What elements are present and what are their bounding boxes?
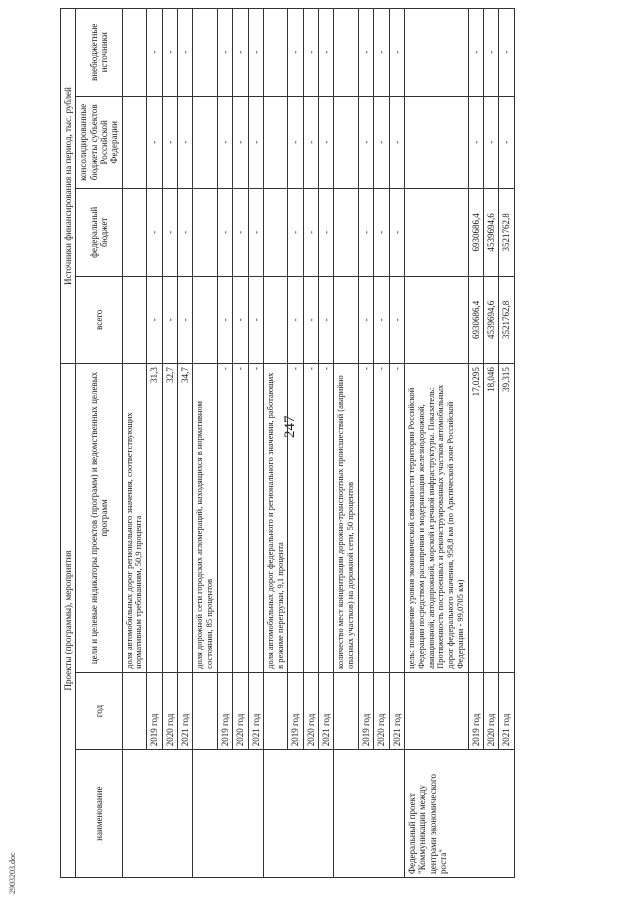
table-row bbox=[248, 9, 263, 878]
regional-cell: - bbox=[499, 96, 514, 189]
extra-cell: - bbox=[147, 9, 162, 97]
empty-cell bbox=[334, 9, 359, 97]
table-row bbox=[177, 9, 192, 878]
table-row bbox=[389, 9, 404, 878]
extra-cell: - bbox=[468, 9, 483, 97]
project-name-cell bbox=[122, 750, 193, 878]
year-cell: 2020 год bbox=[162, 672, 177, 749]
empty-cell bbox=[263, 276, 288, 364]
federal-cell: 6930686,4 bbox=[468, 189, 483, 277]
year-cell bbox=[122, 672, 147, 749]
empty-cell bbox=[122, 9, 147, 97]
federal-cell: - bbox=[217, 189, 232, 277]
table-row bbox=[499, 9, 514, 878]
goal-cell: доля автомобильных дорог регионального значения, соответствующих нормативным требованиям, 50,9 процента bbox=[122, 364, 147, 673]
federal-cell: - bbox=[389, 189, 404, 277]
empty-cell bbox=[334, 96, 359, 189]
footer-filename: 2903203.doc bbox=[8, 852, 17, 894]
extra-cell: - bbox=[233, 9, 248, 97]
federal-cell: - bbox=[358, 189, 373, 277]
extra-cell: - bbox=[162, 9, 177, 97]
year-cell: 2019 год bbox=[358, 672, 373, 749]
extra-cell: - bbox=[499, 9, 514, 97]
total-cell: 3521762,8 bbox=[499, 276, 514, 364]
empty-cell bbox=[404, 96, 468, 189]
year-cell bbox=[404, 672, 468, 749]
extra-cell: - bbox=[319, 9, 334, 97]
project-name-cell bbox=[334, 750, 405, 878]
regional-cell: - bbox=[248, 96, 263, 189]
extra-cell: - bbox=[177, 9, 192, 97]
federal-cell: - bbox=[248, 189, 263, 277]
federal-cell: - bbox=[177, 189, 192, 277]
empty-cell bbox=[334, 189, 359, 277]
table-body bbox=[122, 9, 514, 878]
extra-cell: - bbox=[483, 9, 498, 97]
table-row bbox=[193, 9, 218, 878]
indicator-value-cell: 32,7 bbox=[162, 364, 177, 673]
total-cell: - bbox=[162, 276, 177, 364]
total-cell: - bbox=[319, 276, 334, 364]
table-row bbox=[483, 9, 498, 878]
extra-cell: - bbox=[389, 9, 404, 97]
empty-cell bbox=[404, 276, 468, 364]
empty-cell bbox=[193, 189, 218, 277]
header-extra: внебюджетные источники bbox=[76, 9, 122, 97]
indicator-value-cell: - bbox=[217, 364, 232, 673]
landscape-table-area bbox=[60, 8, 635, 878]
year-cell: 2021 год bbox=[319, 672, 334, 749]
table-row bbox=[374, 9, 389, 878]
empty-cell bbox=[263, 9, 288, 97]
year-cell: 2020 год bbox=[374, 672, 389, 749]
table-row bbox=[147, 9, 162, 878]
regional-cell: - bbox=[374, 96, 389, 189]
year-cell: 2021 год bbox=[177, 672, 192, 749]
regional-cell: - bbox=[319, 96, 334, 189]
indicator-value-cell: - bbox=[288, 364, 303, 673]
indicator-value-cell: - bbox=[374, 364, 389, 673]
total-cell: - bbox=[233, 276, 248, 364]
indicator-value-cell: 39,315 bbox=[499, 364, 514, 673]
regional-cell: - bbox=[358, 96, 373, 189]
regional-cell: - bbox=[288, 96, 303, 189]
regional-cell: - bbox=[217, 96, 232, 189]
indicator-value-cell: - bbox=[319, 364, 334, 673]
year-cell: 2020 год bbox=[303, 672, 318, 749]
header-regional: консолидированные бюджеты субъектов Российской Федерации bbox=[76, 96, 122, 189]
year-cell: 2021 год bbox=[389, 672, 404, 749]
table-row bbox=[162, 9, 177, 878]
year-cell: 2020 год bbox=[233, 672, 248, 749]
goal-cell: цель: повышение уровня экономической связанности территории Российской Федерации посредством расширения и модернизации железнодорожной, авиационной, автодорожной, морской и речной инфраструктуры. Показатель: Протяженность построенных и реконструированных участков автомобильных дорог федерального значения, 958,8 км (по Арктической зоне Российской Федерации - 99,0705 км) bbox=[404, 364, 468, 673]
header-total: всего bbox=[76, 276, 122, 364]
year-cell: 2021 год bbox=[499, 672, 514, 749]
indicator-value-cell: 17,0295 bbox=[468, 364, 483, 673]
empty-cell bbox=[193, 276, 218, 364]
header-year: год bbox=[76, 672, 122, 749]
federal-cell: 3521762,8 bbox=[499, 189, 514, 277]
header-financing-group: Источники финансирования на период, тыс. рублей bbox=[61, 9, 76, 364]
project-name-cell bbox=[193, 750, 264, 878]
total-cell: - bbox=[303, 276, 318, 364]
empty-cell bbox=[193, 96, 218, 189]
federal-cell: - bbox=[319, 189, 334, 277]
project-name-cell bbox=[263, 750, 334, 878]
year-cell: 2019 год bbox=[288, 672, 303, 749]
total-cell: 6930686,4 bbox=[468, 276, 483, 364]
table-row bbox=[263, 9, 288, 878]
indicator-value-cell: - bbox=[233, 364, 248, 673]
extra-cell: - bbox=[374, 9, 389, 97]
header-name: наименование bbox=[76, 750, 122, 878]
total-cell: - bbox=[358, 276, 373, 364]
year-cell: 2020 год bbox=[483, 672, 498, 749]
regional-cell: - bbox=[303, 96, 318, 189]
year-cell: 2019 год bbox=[468, 672, 483, 749]
indicator-value-cell: 18,046 bbox=[483, 364, 498, 673]
total-cell: - bbox=[147, 276, 162, 364]
goal-cell: доля дорожной сети городских агломераций, находящихся в нормативном состоянии, 85 процентов bbox=[193, 364, 218, 673]
table-row bbox=[303, 9, 318, 878]
federal-cell: 4539694,6 bbox=[483, 189, 498, 277]
total-cell: - bbox=[177, 276, 192, 364]
empty-cell bbox=[263, 96, 288, 189]
total-cell: - bbox=[374, 276, 389, 364]
table-row bbox=[319, 9, 334, 878]
regional-cell: - bbox=[147, 96, 162, 189]
year-cell: 2021 год bbox=[248, 672, 263, 749]
empty-cell bbox=[263, 189, 288, 277]
empty-cell bbox=[193, 9, 218, 97]
federal-cell: - bbox=[147, 189, 162, 277]
table-row bbox=[404, 9, 468, 878]
financing-table bbox=[60, 8, 515, 878]
project-name-cell: Федеральный проект "Коммуникации между центрами экономического роста" bbox=[404, 750, 514, 878]
regional-cell: - bbox=[162, 96, 177, 189]
empty-cell bbox=[404, 189, 468, 277]
regional-cell: - bbox=[483, 96, 498, 189]
total-cell: - bbox=[217, 276, 232, 364]
extra-cell: - bbox=[248, 9, 263, 97]
table-row bbox=[468, 9, 483, 878]
header-projects-group: Проекты (программы), мероприятия bbox=[61, 364, 76, 878]
table-row bbox=[358, 9, 373, 878]
year-cell bbox=[193, 672, 218, 749]
indicator-value-cell: - bbox=[303, 364, 318, 673]
empty-cell bbox=[122, 96, 147, 189]
year-cell bbox=[334, 672, 359, 749]
table-row bbox=[334, 9, 359, 878]
indicator-value-cell: 31,3 bbox=[147, 364, 162, 673]
table-row bbox=[217, 9, 232, 878]
federal-cell: - bbox=[233, 189, 248, 277]
table-row bbox=[122, 9, 147, 878]
federal-cell: - bbox=[303, 189, 318, 277]
extra-cell: - bbox=[288, 9, 303, 97]
year-cell: 2019 год bbox=[147, 672, 162, 749]
federal-cell: - bbox=[162, 189, 177, 277]
header-federal: федеральный бюджет bbox=[76, 189, 122, 277]
regional-cell: - bbox=[389, 96, 404, 189]
goal-cell: доля автомобильных дорог федерального и регионального значения, работающих в режиме перегрузки, 9,1 процента bbox=[263, 364, 288, 673]
total-cell: - bbox=[288, 276, 303, 364]
header-goals: цели и целевые индикаторы проектов (программ) и ведомственных целевых программ bbox=[76, 364, 122, 673]
extra-cell: - bbox=[303, 9, 318, 97]
total-cell: - bbox=[389, 276, 404, 364]
year-cell bbox=[263, 672, 288, 749]
indicator-value-cell: - bbox=[389, 364, 404, 673]
table-row bbox=[233, 9, 248, 878]
regional-cell: - bbox=[468, 96, 483, 189]
total-cell: 4539694,6 bbox=[483, 276, 498, 364]
empty-cell bbox=[122, 189, 147, 277]
federal-cell: - bbox=[374, 189, 389, 277]
empty-cell bbox=[122, 276, 147, 364]
empty-cell bbox=[404, 9, 468, 97]
goal-cell: количество мест концентрации дорожно-транспортных происшествий (аварийно опасных участков) на дорожной сети, 50 процентов bbox=[334, 364, 359, 673]
table-row bbox=[288, 9, 303, 878]
regional-cell: - bbox=[233, 96, 248, 189]
indicator-value-cell: - bbox=[248, 364, 263, 673]
extra-cell: - bbox=[217, 9, 232, 97]
extra-cell: - bbox=[358, 9, 373, 97]
page-number: 247 bbox=[282, 415, 298, 438]
regional-cell: - bbox=[177, 96, 192, 189]
total-cell: - bbox=[248, 276, 263, 364]
empty-cell bbox=[334, 276, 359, 364]
indicator-value-cell: - bbox=[358, 364, 373, 673]
year-cell: 2019 год bbox=[217, 672, 232, 749]
federal-cell: - bbox=[288, 189, 303, 277]
indicator-value-cell: 34,7 bbox=[177, 364, 192, 673]
